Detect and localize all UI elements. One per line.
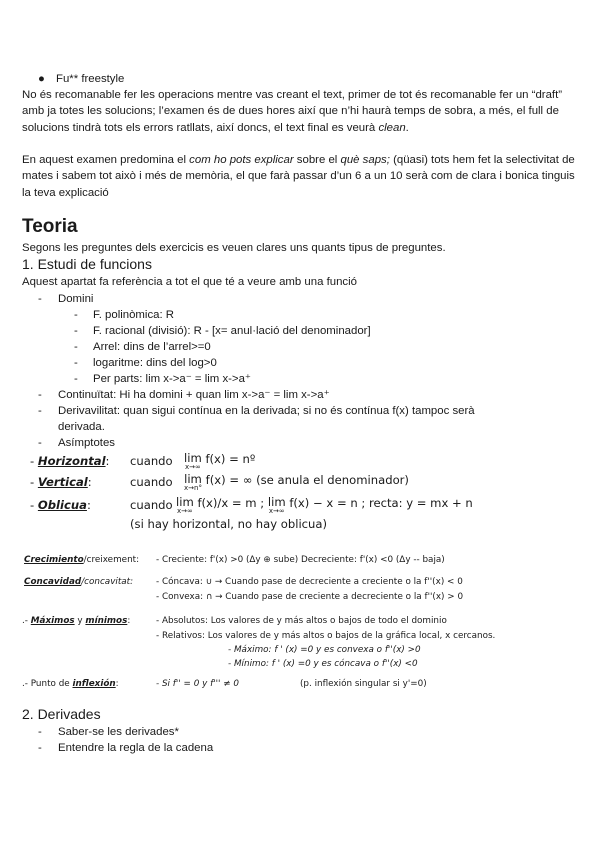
inflexion-text: - Si f'' = 0 y f''' ≠ 0 <box>156 679 239 689</box>
horizontal-term: Horizontal <box>37 454 106 468</box>
domini-sub-item: F. racional (divisió): R - [x= anul·lació del denominador] <box>93 325 371 337</box>
crecimiento-text: - Creciente: f'(x) >0 (Δy ⊕ sube) Decreciente: f'(x) <0 (Δy -- baja) <box>156 555 445 565</box>
inflexion-colon: : <box>115 679 119 689</box>
dash: - <box>74 357 78 369</box>
recta-formula: ; recta: y = mx + n <box>361 496 473 510</box>
minimo-text: - Mínimo: f ' (x) =0 y es cóncava o f''(x) <0 <box>228 659 418 669</box>
fx-expression: f(x) <box>205 473 226 487</box>
cuando-text: cuando <box>130 475 173 489</box>
crecimiento-label <box>24 555 139 565</box>
vertical-limit <box>184 473 409 492</box>
teoria-heading: Teoria <box>22 216 78 237</box>
domini-sub-item: logaritme: dins del log>0 <box>93 357 217 369</box>
oblicua-term: Oblicua <box>37 498 87 512</box>
lim-symbol: lim <box>267 495 286 509</box>
teoria-intro: Segons les preguntes dels exercicis es veuen clares uns quants tipus de preguntes. <box>22 242 446 254</box>
absolutos-text: - Absolutos: Los valores de y más altos o bajos de todo el dominio <box>156 616 447 626</box>
domini-sub-item: Arrel: dins de l’arrel>=0 <box>93 341 211 353</box>
domini-sub-item: Per parts: lim x->a⁻ = lim x->a⁺ <box>93 373 251 385</box>
para2-emphasis-1: com ho pots explicar <box>189 154 294 166</box>
para1-emphasis: clean <box>378 121 406 134</box>
domini-sub-item: F. polinòmica: R <box>93 309 175 321</box>
vertical-note: (se anula el denominador) <box>256 473 409 487</box>
maximos-label <box>22 616 130 626</box>
intro-paragraph-1 <box>22 87 582 136</box>
convexa-text: - Convexa: ∩ → Cuando pase de creciente a decreciente o la f''(x) > 0 <box>156 592 464 602</box>
concava-text: - Cóncava: ∪ → Cuando pase de decreciente a creciente o la f''(x) < 0 <box>156 577 463 587</box>
concavidad-term: Concavidad <box>24 577 82 587</box>
maximos-term: Máximos <box>30 616 75 626</box>
continuitat-item: Continuïtat: Hi ha domini + quan lim x->a⁻ = lim x->a⁺ <box>58 389 330 401</box>
vertical-result: = ∞ <box>229 473 253 487</box>
para2-text-a: En aquest examen predomina el <box>22 154 190 166</box>
vertical-term: Vertical <box>37 475 88 489</box>
lim-symbol: lim <box>184 472 202 486</box>
dash: - <box>74 341 78 353</box>
dash: - <box>38 405 42 417</box>
lim-subscript: x→∞ <box>268 507 285 515</box>
intro-paragraph-2 <box>22 152 582 201</box>
crecimiento-suffix: /creixement: <box>83 555 140 565</box>
freestyle-item: Fu** freestyle <box>56 73 125 85</box>
fx-minus-x: f(x) − x <box>289 496 334 510</box>
oblicua-label: - Oblicua: <box>30 498 91 512</box>
horizontal-label: - Horizontal: <box>30 454 110 468</box>
oblicua-limits <box>176 496 473 515</box>
concavidad-label <box>24 577 133 587</box>
dash: - <box>38 742 42 754</box>
crecimiento-term: Crecimiento <box>24 555 84 565</box>
horizontal-limit <box>184 452 255 471</box>
fx-over-x: f(x)/x <box>197 496 229 510</box>
lim-symbol: lim <box>184 451 202 465</box>
para2-emphasis-2: què saps; <box>340 154 390 166</box>
maximos-connector: y <box>74 616 86 626</box>
dash: - <box>38 437 42 449</box>
inflexion-label <box>22 679 119 689</box>
inflexion-prefix: .- Punto de <box>22 679 73 689</box>
concavidad-suffix: /concavitat: <box>81 577 134 587</box>
intercept-result: = n <box>336 496 358 510</box>
inflexion-note: (p. inflexión singular si y'=0) <box>300 679 427 689</box>
inflexion-term: inflexión <box>72 679 116 689</box>
slope-result: = m <box>231 496 257 510</box>
section2-heading: 2. Derivades <box>22 706 101 722</box>
horizontal-result: = nº <box>229 452 256 466</box>
dash: - <box>38 389 42 401</box>
section1-intro: Aquest apartat fa referència a tot el que té a veure amb una funció <box>22 276 357 288</box>
dash: - <box>38 726 42 738</box>
cuando-text: cuando <box>130 454 173 468</box>
lim-subscript: x→n° <box>184 484 202 492</box>
bullet-dot: ● <box>38 73 45 85</box>
fx-expression: f(x) <box>205 452 226 466</box>
derivades-item: Entendre la regla de la cadena <box>58 742 214 754</box>
dash: - <box>74 373 78 385</box>
section1-heading: 1. Estudi de funcions <box>22 256 152 272</box>
para2-text-b: sobre el <box>293 154 341 166</box>
lim-symbol: lim <box>176 495 194 509</box>
maximo-text: - Máximo: f ' (x) =0 y es convexa o f''(x) >0 <box>228 645 421 655</box>
domini-item: Domini <box>58 293 94 305</box>
maximos-prefix: .- <box>22 616 31 626</box>
minimos-term: mínimos <box>85 616 128 626</box>
para1-text: No és recomanable fer les operacions mentre vas creant el text, primer de tot és recomanable fer un “draft” amb ja totes les solucions; l’examen és de dues hores així que n’hi haurà temps de sobra, a més, el full de solucions tindrà tots els errors ratllats, així doncs, el text final es veurà <box>22 89 563 134</box>
asimptotes-item: Asímptotes <box>58 437 115 449</box>
dash: - <box>38 293 42 305</box>
derivabilitat-item: Derivavilitat: quan sigui contínua en la derivada; si no és contínua f(x) tampoc serà derivada. <box>58 405 475 434</box>
dash: - <box>74 309 78 321</box>
vertical-label: - Vertical: <box>30 475 92 489</box>
lim-subscript: x→∞ <box>176 507 193 515</box>
para2-text-c: (qüasi) tots hem fet la selectivitat de mates i sabem tot això i més de memòria, el que farà passar d’un 6 a un 10 serà com de clara i bonica tinguis la teva explicació <box>22 154 575 199</box>
separator: ; <box>260 496 265 510</box>
para1-end: . <box>405 121 409 134</box>
relativos-text: - Relativos: Los valores de y más altos o bajos de la gráfica local, x cercanos. <box>156 631 496 641</box>
maximos-colon: : <box>127 616 131 626</box>
derivades-item: Saber-se les derivades* <box>58 726 179 738</box>
oblicua-note: (si hay horizontal, no hay oblicua) <box>130 517 328 531</box>
dash: - <box>74 325 78 337</box>
cuando-text: cuando <box>130 498 173 512</box>
lim-subscript: x→∞ <box>184 463 201 471</box>
